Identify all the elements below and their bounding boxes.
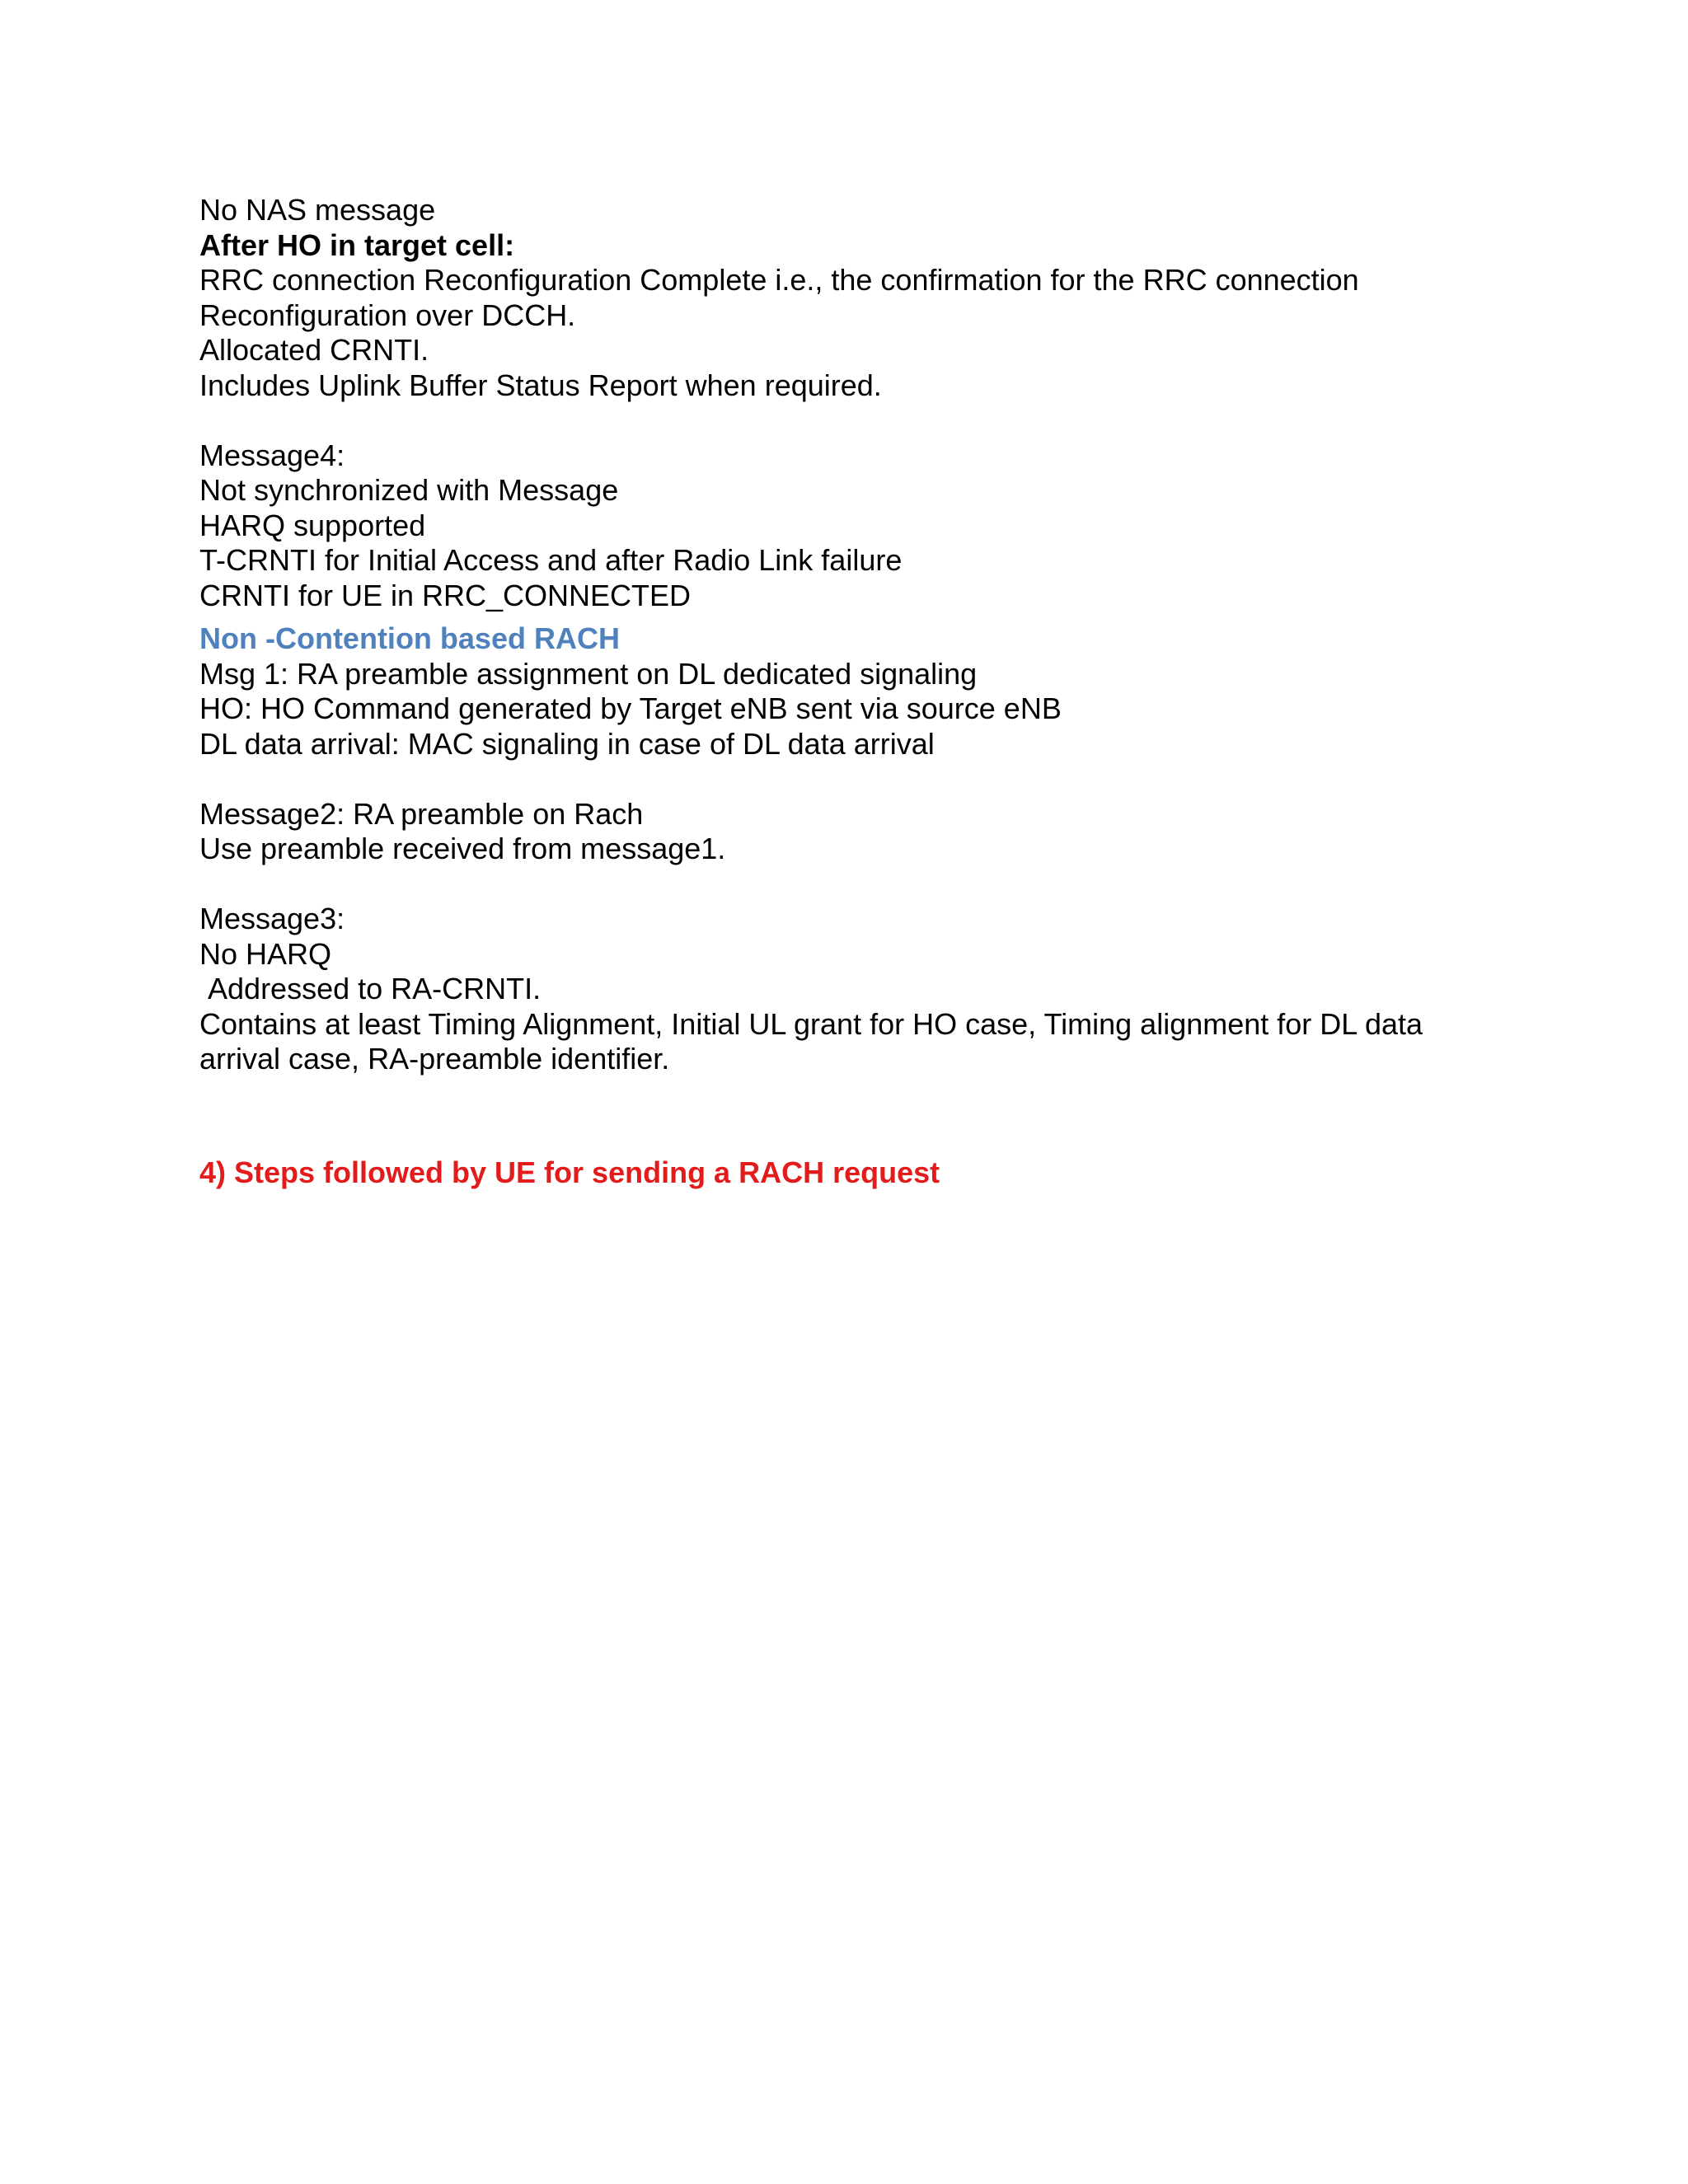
text-line: arrival case, RA-preamble identifier.	[199, 1042, 670, 1076]
subheading-after-ho: After HO in target cell:	[199, 227, 515, 262]
text-line: Includes Uplink Buffer Status Report when required.	[199, 368, 882, 402]
text-line: T-CRNTI for Initial Access and after Radio Link failure	[199, 543, 903, 577]
spacer	[199, 613, 1551, 621]
text-line: CRNTI for UE in RRC_CONNECTED	[199, 578, 692, 612]
document-body	[199, 193, 1551, 1190]
text-line: HARQ supported	[199, 508, 426, 542]
text-line: Use preamble received from message1.	[199, 832, 726, 865]
text-line: Not synchronized with Message	[199, 473, 619, 507]
text-line: RRC connection Reconfiguration Complete i.e., the confirmation for the RRC connection	[199, 263, 1359, 297]
text-line: HO: HO Command generated by Target eNB sent via source eNB	[199, 691, 1062, 725]
message2-title: Message2: RA preamble on Rach	[199, 796, 644, 831]
text-line: Msg 1: RA preamble assignment on DL dedicated signaling	[199, 656, 978, 691]
text-line: DL data arrival: MAC signaling in case of DL data arrival	[199, 726, 935, 761]
spacer	[199, 867, 1551, 902]
text-line: No NAS message	[199, 193, 436, 227]
message4-title: Message4:	[199, 438, 345, 472]
text-line: Contains at least Timing Alignment, Initial UL grant for HO case, Timing alignment for DL data	[199, 1006, 1423, 1041]
section-heading-non-contention: Non -Contention based RACH	[199, 621, 620, 655]
message3-title: Message3:	[199, 902, 345, 935]
text-line: No HARQ	[199, 936, 332, 971]
text-line: Reconfiguration over DCCH.	[199, 298, 576, 332]
spacer	[199, 1077, 1551, 1155]
text-line: Allocated CRNTI.	[199, 333, 429, 367]
section-heading-steps: 4) Steps followed by UE for sending a RACH request	[199, 1155, 940, 1189]
spacer	[199, 762, 1551, 797]
text-line: Addressed to RA-CRNTI.	[199, 972, 542, 1005]
spacer	[199, 403, 1551, 438]
